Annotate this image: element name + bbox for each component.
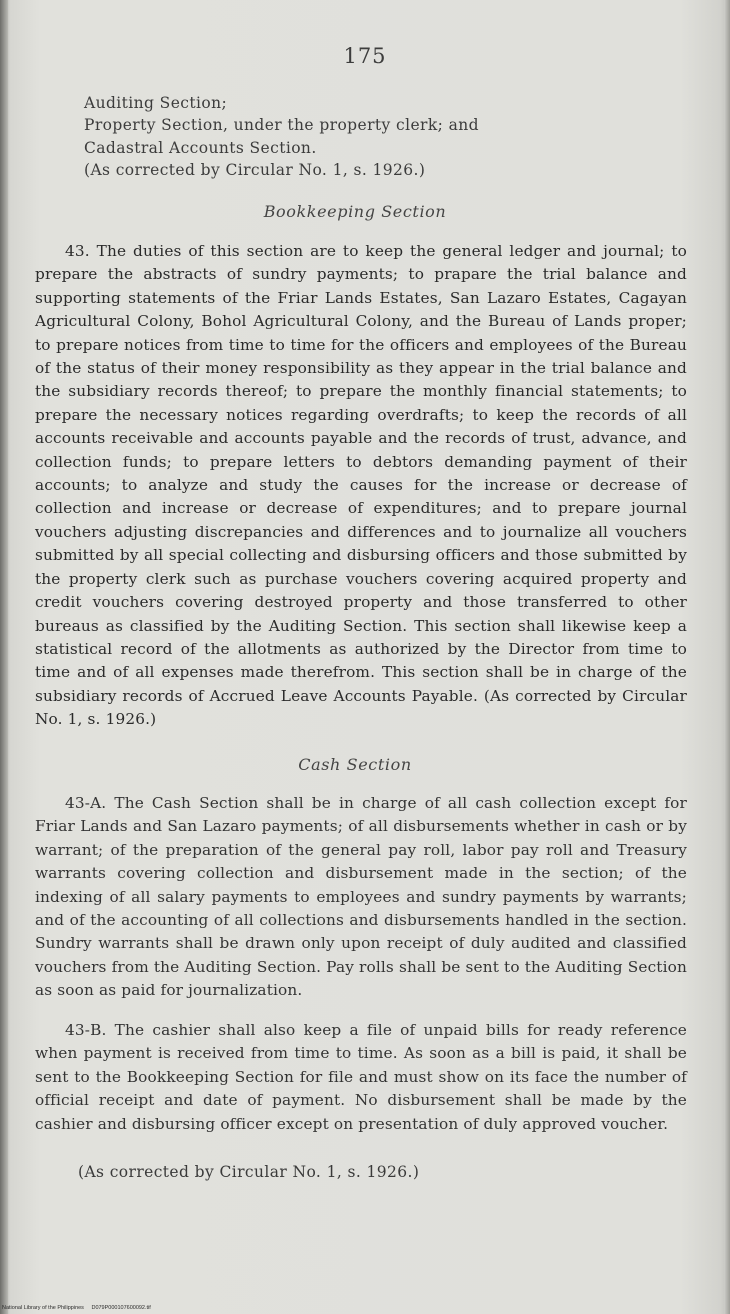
section-list (84, 92, 479, 181)
scan-footer (2, 1305, 157, 1311)
page-edge (724, 0, 730, 1314)
library-credit: National Library of the Philippines (2, 1305, 84, 1311)
section-list-item: Cadastral Accounts Section. (84, 138, 317, 157)
scan-file-code: D079P000107600092.tif (91, 1305, 151, 1311)
paragraph-43: 43. The duties of this section are to keep the general ledger and journal; to prepare the abstracts of sundry payments; to prapare the trial balance and supporting statements of the Friar Lands Estates, San Lazaro Estates, Cagayan Agricultural Colony, Bohol Agricultural Colony, and the Bureau of Lands proper; to prepare notices from time to time for the officers and employees of the Bureau of the status of their money responsibility as they appear in the trial balance and the subsidiary records thereof; to prepare the monthly financial statements; to prepare the necessary notices regarding overdrafts; to keep the records of all accounts receivable and accounts payable and the records of trust, advance, and collection funds; to prepare letters to debtors demanding payment of their accounts; to analyze and study the causes for the increase or decrease of collection and increase or decrease of expenditures; and to prepare journal vouchers adjusting discrepancies and differences and to journalize all vouchers submitted by all special collecting and disbursing officers and those submitted by the property clerk such as purchase vouchers covering acquired property and credit vouchers covering destroyed property and those transferred to other bureaus as classified by the Auditing Section. This section shall likewise keep a statistical record of the allotments as authorized by the Director from time to time and of all expenses made therefrom. This section shall be in charge of the subsidiary records of Accrued Leave Accounts Payable. (As corrected by Circular No. 1, s. 1926.) (35, 242, 687, 729)
section-list-item: Auditing Section; (84, 94, 228, 112)
binding-shadow (0, 0, 8, 1314)
page-number: 175 (343, 44, 387, 68)
section-list-item: Property Section, under the property clerk; and (84, 116, 479, 135)
correction-note: (As corrected by Circular No. 1, s. 1926.) (78, 1163, 420, 1181)
paragraph-43a: 43-A. The Cash Section shall be in charge of all cash collection except for Friar Lands and San Lazaro payments; of all disbursements whether in cash or by warrant; of the preparation of the general pay roll, labor pay roll and Treasury warrants covering collection and disbursement made in the section; of the indexing of all salary payments to employees and sundry payments by warrants; and of the accounting of all collections and disbursements handled in the section. Sundry warrants shall be drawn only upon receipt of duly audited and classified vouchers from the Auditing Section. Pay rolls shall be sent to the Auditing Section as soon as paid for journalization. (35, 794, 687, 1000)
cash-heading: Cash Section (298, 755, 412, 774)
correction-note: (As corrected by Circular No. 1, s. 1926.) (84, 160, 426, 179)
bookkeeping-heading: Bookkeeping Section (263, 202, 447, 221)
paragraph-43b: 43-B. The cashier shall also keep a file of unpaid bills for ready reference when payment is received from time to time. As soon as a bill is paid, it shall be sent to the Bookkeeping Section for file and must show on its face the number of official receipt and date of payment. No disbursement shall be made by the cashier and disbursing officer except on presentation of duly approved voucher. (35, 1021, 687, 1133)
